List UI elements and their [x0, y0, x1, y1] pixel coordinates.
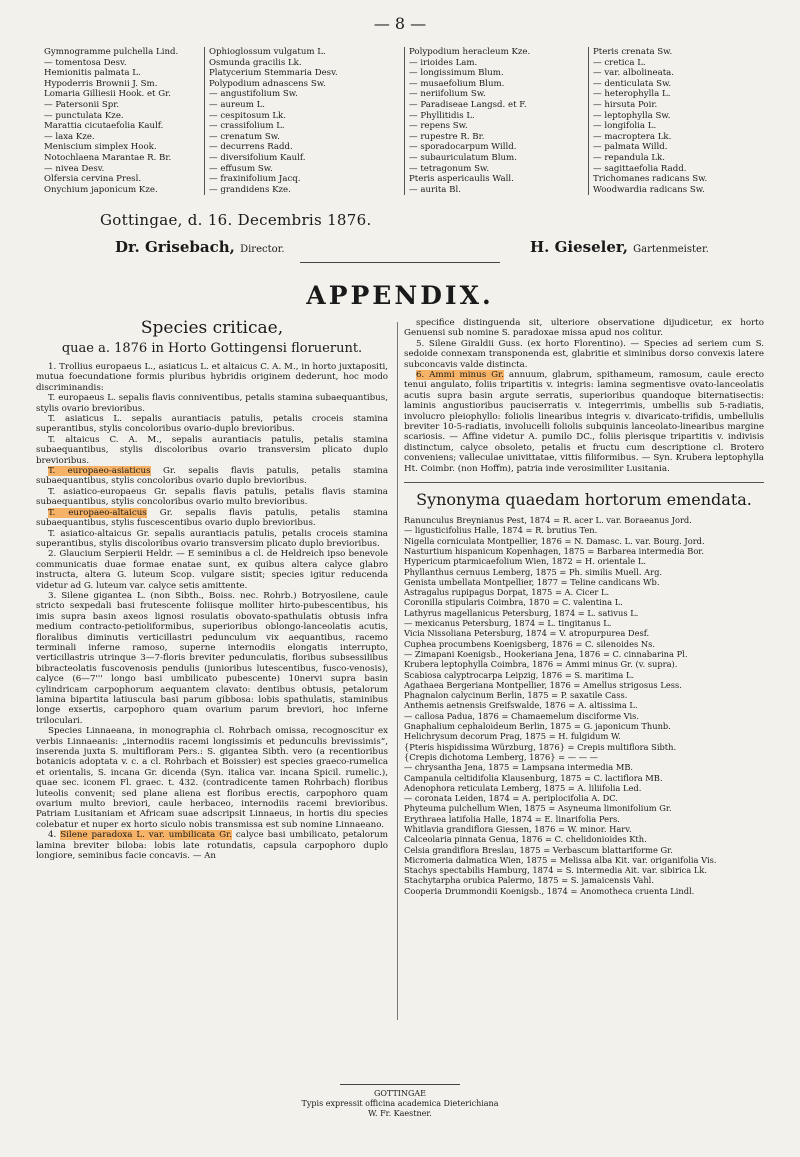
plant-entry: Platycerium Stemmaria Desv.	[209, 68, 338, 79]
plant-entry: — leptophylla Sw.	[593, 110, 671, 121]
gardener-name: H. Gieseler,	[530, 238, 628, 256]
paragraph: 3. Silene gigantea L. (non Sibth., Boiss. nec. Rohrb.) Botryosilene, caule stricto sexpedali basi frutescente foliisque molliter hirto-pubescentibus, his imis supra basin axeos lignosi rosulatis obovato-spathulatis obtusis infra medium contracto-petioliformibus, superioribus oblongo-lanceolatis acutis, floralibus diminutis verticillastri pedunculum vix aequantibus, racemo terminali inferne ramoso, superne internodiis elongatis interrupto, verticillastris utrinque 3—7-floris breviter pedunculatis, floribus subsessilibus bibracteolatis fuscovenosis pendulis (junioribus lutescentibus, fusco-venosis), calyce (6—7''' longo basi umbilicato pubescente) 10nervi supra basin cylindricam carpophorum aequantem clavato: dentibus obtusis, petalorum lamina bipartita latiuscula basi parum gibbosa: lobis spathulatis, staminibus longe exsertis, carpophoro quam ovarium parum breviori, hoc inferne triloculari.	[36, 590, 388, 726]
gardener-signature	[530, 238, 709, 256]
plant-entry: — tomentosa Desv.	[44, 57, 127, 68]
species-section-title: Species criticae,	[140, 318, 284, 338]
plant-entry: Trichomanes radicans Sw.	[593, 174, 708, 185]
paragraph: 2. Glaucium Serpierii Heldr. — E seminibus a cl. de Heldreich ipso benevole communicatis duae formae enatae sunt, ex quibus altera calyce glabro instructa, altera G. luteum Scop. vulgare sistit; species igitur reducenda videtur ad G. luteum var. calyce setis amittente.	[36, 549, 388, 591]
plant-entry: — crenatum Sw.	[209, 131, 280, 142]
paragraph: T. europaeo-asiaticus Gr. sepalis flavis patulis, petalis stamina subaequantibus, stylis concoloribus ovario duplo brevioribus.	[36, 466, 388, 487]
synonym-entry: Gnaphalium cephaloideum Berlin, 1875 = G. japonicum Thunb.	[404, 721, 671, 732]
paragraph: 5. Silene Giraldii Guss. (ex horto Florentino). — Species ad seriem cum S. sedoide connexam transponenda est, glabritie et siminibus dorso convexis latere subconcavis valde distincta.	[404, 338, 764, 370]
director-signature	[115, 238, 285, 256]
paragraph: T. europaeo-altaicus Gr. sepalis flavis patulis, petalis stamina subaequantibus, stylis fuscescentibus ovario duplo brevioribus.	[36, 507, 388, 529]
plant-entry: — heterophylla L.	[593, 89, 671, 100]
plant-entry: — fraxinifolium Jacq.	[209, 174, 301, 185]
synonym-entry: Krubera leptophylla Coimbra, 1876 = Ammi minus Gr. (v. supra).	[404, 659, 678, 670]
synonym-entry: Hypericum ptarmicaefolium Wien, 1872 = H. orientale L.	[404, 556, 646, 567]
paragraph: 6. Ammi minus Gr. annuum, glabrum, spithameum, ramosum, caule erecto tenui angulato, foliis tripartitis v. integris: lamina segmentisve ovato-lanceolatis acutis supra basin argute serratis, superioribus quandoque biternatisectis: laminis angustioribus pauciserratis v. integerrimis, umbellis sub 5-radiatis, involucro pleiophyllo: foliolis linearibus integris v. divaricato-trifidis, umbellulis breviter 10-5-radiatis, involucelli foliolis subquinis lanceolato-linearibus margine scariosis. — Affine videtur A. pumilo DC., foliis plerisque tripartitis v. indivisis distinctum, calyce obsoleto, petalis et fructu cum descriptione cl. Brotero conveniens; valleculae univittatae, vittis filiformibus. — Syn. Krubera leptophylla Ht. Coimbr. (non Hoffm), patria inde verosimiliter Lusitania.	[404, 370, 764, 474]
plant-column-1	[40, 47, 204, 195]
paragraph: specifice distinguenda sit, ulteriore observatione dijudicetur, ex horto Genuensi sub nomine S. paradoxae missa apud nos colitur.	[404, 318, 764, 339]
plant-entry: — hirsuta Poir.	[593, 99, 658, 110]
synonym-entry: Phyllanthus cernuus Lemberg, 1875 = Ph. similis Muell. Arg.	[404, 566, 663, 577]
plant-entry: — palmata Willd.	[593, 142, 668, 153]
species-criticae-column	[36, 316, 388, 862]
synonym-entry: Whitlavia grandiflora Giessen, 1876 = W. minor. Harv.	[404, 824, 632, 834]
synonym-entry: Nasturtium hispanicum Kopenhagen, 1875 = Barbarea intermedia Bor.	[404, 545, 705, 556]
plant-entry: Marattia cicutaefolia Kaulf.	[44, 121, 164, 132]
synonyma-rule	[404, 482, 764, 483]
paragraph: T. altaicus C. A. M., sepalis aurantiacis patulis, petalis stamina subaequantibus, stylis discoloribus ovario transversim plicato duplo brevioribus.	[36, 434, 388, 466]
plant-entry: — subauriculatum Blum.	[409, 152, 517, 163]
synonym-entry: Phyteuma pulchellum Wien, 1875 = Asyneuma limonifolium Gr.	[404, 803, 672, 814]
appendix-heading: APPENDIX.	[306, 281, 494, 310]
plant-entry: — aureum L.	[209, 99, 266, 110]
plant-entry: — cretica L.	[593, 57, 646, 68]
synonym-entry: {Crepis dichotoma Lemberg, 1876} = — — —	[404, 751, 598, 762]
plant-entry: — musaefolium Blum.	[409, 78, 505, 89]
synonym-entry: Anthemis aetnensis Greifswalde, 1876 = A. altissima L.	[404, 700, 638, 711]
plant-entry: Pteris aspericaulis Wall.	[409, 174, 514, 185]
gardener-role: Gartenmeister.	[633, 244, 709, 255]
synonym-entry: Phagnalon calycinum Berlin, 1875 = P. saxatile Cass.	[404, 690, 628, 701]
synonyma-title: Synonyma quaedam hortorum emendata.	[416, 490, 752, 510]
plant-entry: — Patersonii Spr.	[44, 99, 120, 110]
plant-entry: — laxa Kze.	[44, 131, 95, 142]
plant-entry: Onychium japonicum Kze.	[44, 184, 158, 195]
plant-entry: Woodwardia radicans Sw.	[593, 184, 705, 195]
synonym-entry: Calceolaria pinnata Genua, 1876 = C. chelidonioides Kth.	[404, 834, 647, 845]
plant-entry: — punctulata Kze.	[44, 110, 124, 121]
plant-entry: Meniscium simplex Hook.	[44, 142, 157, 153]
plant-entry: Hemionitis palmata L.	[44, 68, 141, 79]
plant-column-2	[204, 47, 404, 195]
plant-column-4	[588, 47, 758, 195]
synonym-entry: Ranunculus Breynianus Pest, 1874 = R. acer L. var. Boraeanus Jord.	[404, 515, 692, 526]
synonym-entry: Erythraea latifolia Halle, 1874 = E. linarifolia Pers.	[404, 813, 620, 824]
plant-entry: Osmunda gracilis Lk.	[209, 57, 302, 68]
species-continuation	[404, 318, 764, 474]
synonym-entry: Scabiosa calyptrocarpa Leipzig, 1876 = S. maritima L.	[404, 669, 635, 680]
plant-entry: — longifolia L.	[593, 121, 657, 132]
column-divider	[397, 322, 398, 1020]
plant-entry: — rupestre R. Br.	[409, 131, 485, 142]
synonym-entry: Vicia Nissoliana Petersburg, 1874 = V. atropurpurea Desf.	[404, 628, 650, 639]
plant-entry: — diversifolium Kaulf.	[209, 152, 306, 163]
paragraph: T. asiatico-europaeus Gr. sepalis flavis patulis, petalis flavis stamina subaequantibus, stylis concoloribus ovario multo brevioribus.	[36, 486, 388, 508]
director-name: Dr. Grisebach,	[115, 238, 235, 256]
plant-entry: — repens Sw.	[409, 121, 468, 132]
plant-entry: — repandula Lk.	[593, 152, 665, 163]
plant-entry: Notochlaena Marantae R. Br.	[44, 152, 172, 163]
paragraph: T. asiaticus L. sepalis aurantiacis patulis, petalis croceis stamina superantibus, stylis concoloribus ovario-duplo brevioribus.	[36, 414, 388, 435]
synonym-entry: Astragalus rupipagus Dorpat, 1875 = A. Cicer L.	[404, 587, 610, 598]
synonym-entry: Micromeria dalmatica Wien, 1875 = Melissa alba Kit. var. origanifolia Vis.	[404, 854, 717, 865]
plant-entry: — sagittaefolia Radd.	[593, 163, 687, 174]
plant-entry: Lomaria Gilliesii Hook. et Gr.	[44, 89, 171, 100]
imprint-rule	[340, 1084, 460, 1085]
plant-entry: Ophioglossum vulgatum L.	[209, 47, 326, 57]
paragraph: T. europaeus L. sepalis flavis conniventibus, petalis stamina subaequantibus, stylis ovario brevioribus.	[36, 393, 388, 414]
species-section-subtitle: quae a. 1876 in Horto Gottingensi floruerunt.	[61, 341, 363, 356]
imprint-line-1: Typis expressit officina academica Dieterichiana	[301, 1099, 499, 1108]
plant-entry: — macroptera Lk.	[593, 131, 672, 142]
plant-entry: — angustifolium Sw.	[209, 89, 298, 100]
synonym-entry: Lathyrus magellanicus Petersburg, 1874 = L. sativus L.	[404, 607, 639, 618]
synonym-entry: Genista umbellata Montpellier, 1877 = Teline candicans Wb.	[404, 576, 660, 587]
plant-entry: — irioides Lam.	[409, 57, 478, 68]
synonym-entry: Cuphea procumbens Koenigsberg, 1876 = C. silenoides Ns.	[404, 638, 656, 649]
synonyma-list	[404, 515, 764, 896]
plant-entry: — nivea Desv.	[44, 163, 105, 174]
imprint-line-2: W. Fr. Kaestner.	[368, 1109, 432, 1118]
paragraph: 1. Trollius europaeus L., asiaticus L. et altaicus C. A. M., in horto juxtapositi, mutua foecundatione formis pluribus hybridis originem dederunt, hoc modo discriminandis:	[36, 362, 388, 393]
synonym-entry: — ligusticifolius Halle, 1874 = R. brutius Ten.	[404, 525, 598, 536]
paragraph: 4. Silene paradoxa L. var. umbilicata Gr. calyce basi umbilicato, petalorum lamina breviter biloba: lobis late rotundatis, capsula carpophoro duplo longiore, seminibus facie concavis. — An	[36, 830, 388, 862]
synonym-entry: Stachys spectabilis Hamburg, 1874 = S. intermedia Ait. var. sibirica Lk.	[404, 865, 708, 876]
synonym-entry: — chrysantha Jena, 1875 = Lampsana intermedia MB.	[404, 762, 634, 773]
plant-list-table	[40, 47, 758, 195]
paragraph: T. asiatico-altaicus Gr. sepalis aurantiacis patulis, petalis croceis stamina superantibus, stylis discoloribus ovario transversim plicato duplo brevioribus.	[36, 528, 388, 549]
synonym-entry: — mexicanus Petersburg, 1874 = L. tingitanus L.	[404, 618, 612, 629]
plant-entry: Olfersia cervina Presl.	[44, 174, 142, 185]
synonym-entry: Adenophora reticulata Lemberg, 1875 = A. liliifolia Led.	[404, 782, 642, 793]
right-column	[404, 318, 764, 896]
synonym-entry: Stachytarpha orubica Palermo, 1875 = S. jamaicensis Vahl.	[404, 875, 654, 886]
synonym-entry: Coronilla stipularis Coimbra, 1870 = C. valentina L.	[404, 597, 623, 608]
plant-entry: — Phyllitidis L.	[409, 110, 475, 121]
synonym-entry: {Pteris hispidissima Würzburg, 1876} = Crepis multiflora Sibth.	[404, 741, 677, 752]
synonym-entry: Agathaea Bergeriana Montpellier, 1876 = Amellus strigosus Less.	[404, 679, 682, 690]
plant-entry: — decurrens Radd.	[209, 142, 293, 153]
plant-entry: — cespitosum Lk.	[209, 110, 286, 121]
synonym-entry: Helichrysum decorum Prag, 1875 = H. fulgidum W.	[404, 731, 621, 742]
species-paragraphs	[36, 362, 388, 862]
director-role: Director.	[240, 244, 285, 255]
plant-entry: — Paradiseae Langsd. et F.	[409, 99, 527, 110]
divider-rule	[300, 262, 500, 263]
synonym-entry: Campanula celtidifolia Klausenburg, 1875 = C. lactiflora MB.	[404, 772, 663, 783]
plant-entry: Polypodium adnascens Sw.	[209, 78, 326, 89]
synonym-entry: Nigella corniculata Montpellier, 1876 = N. Damasc. L. var. Bourg. Jord.	[404, 535, 705, 546]
printer-imprint	[0, 1089, 800, 1119]
plant-entry: — tetragonum Sw.	[409, 163, 490, 174]
plant-entry: — grandidens Kze.	[209, 184, 291, 195]
synonym-entry: — coronata Leiden, 1874 = A. periplocifolia A. DC.	[404, 793, 618, 804]
date-line: Gottingae, d. 16. Decembris 1876.	[100, 211, 372, 229]
plant-entry: Pteris crenata Sw.	[593, 47, 673, 57]
plant-entry: — longissimum Blum.	[409, 68, 504, 79]
imprint-city: GOTTINGAE	[374, 1089, 426, 1098]
plant-entry: — effusum Sw.	[209, 163, 273, 174]
plant-column-3	[404, 47, 588, 195]
synonym-entry: Cooperia Drummondii Koenigsb., 1874 = Anomotheca cruenta Lindl.	[404, 885, 695, 896]
synonym-entry: Celsia grandiflora Breslau, 1875 = Verbascum blattariforme Gr.	[404, 844, 673, 855]
page-number: — 8 —	[373, 14, 427, 33]
plant-entry: — denticulata Sw.	[593, 78, 672, 89]
plant-entry: — crassifolium L.	[209, 121, 285, 132]
plant-entry: Hypoderris Brownii J. Sm.	[44, 78, 158, 89]
plant-entry: — aurita Bl.	[409, 184, 461, 195]
plant-entry: — neriifolium Sw.	[409, 89, 486, 100]
plant-entry: Polypodium heracleum Kze.	[409, 47, 531, 57]
plant-entry: — sporadocarpum Willd.	[409, 142, 517, 153]
paragraph: Species Linnaeana, in monographia cl. Rohrbach omissa, recognoscitur ex verbis Linnaeanis: „internodiis racemi longissimis et pedunculis brevissimis“, inserenda juxta S. multifloram Pers.: S. gigantea Sibth. vero (a recentioribus botanicis adoptata v. c. a cl. Rohrbach et Boissier) est species graeco-rumelica et orientalis, S. incana Gr. dicenda (Syn. italica var. incana Spicil. rumelic.), quae sec. iconem Fl. graec. t. 432. (contradicente tamen Rohrbach) floribus luteolis convenit; sed plane aliena est floribus erectis, carpophoro quam ovarium multo breviori, caule herbaceo, internodiis racemi brevioribus. Patriam Lusitaniam et Africam suae adscripsit Linnaeus, in hortis diu species colebatur et nuper ex horto siculo nobis transmissa est sub nomine Linnaeano.	[36, 726, 388, 830]
plant-entry: — var. albolineata.	[593, 68, 675, 79]
synonym-entry: — Zimapani Koenigsb., Hookeriana Jena, 1876 = C. cinnabarina Pl.	[404, 648, 688, 659]
synonym-entry: — callosa Padua, 1876 = Chamaemelum disciforme Vis.	[404, 710, 640, 721]
plant-entry: Gymnogramme pulchella Lind.	[44, 47, 179, 57]
